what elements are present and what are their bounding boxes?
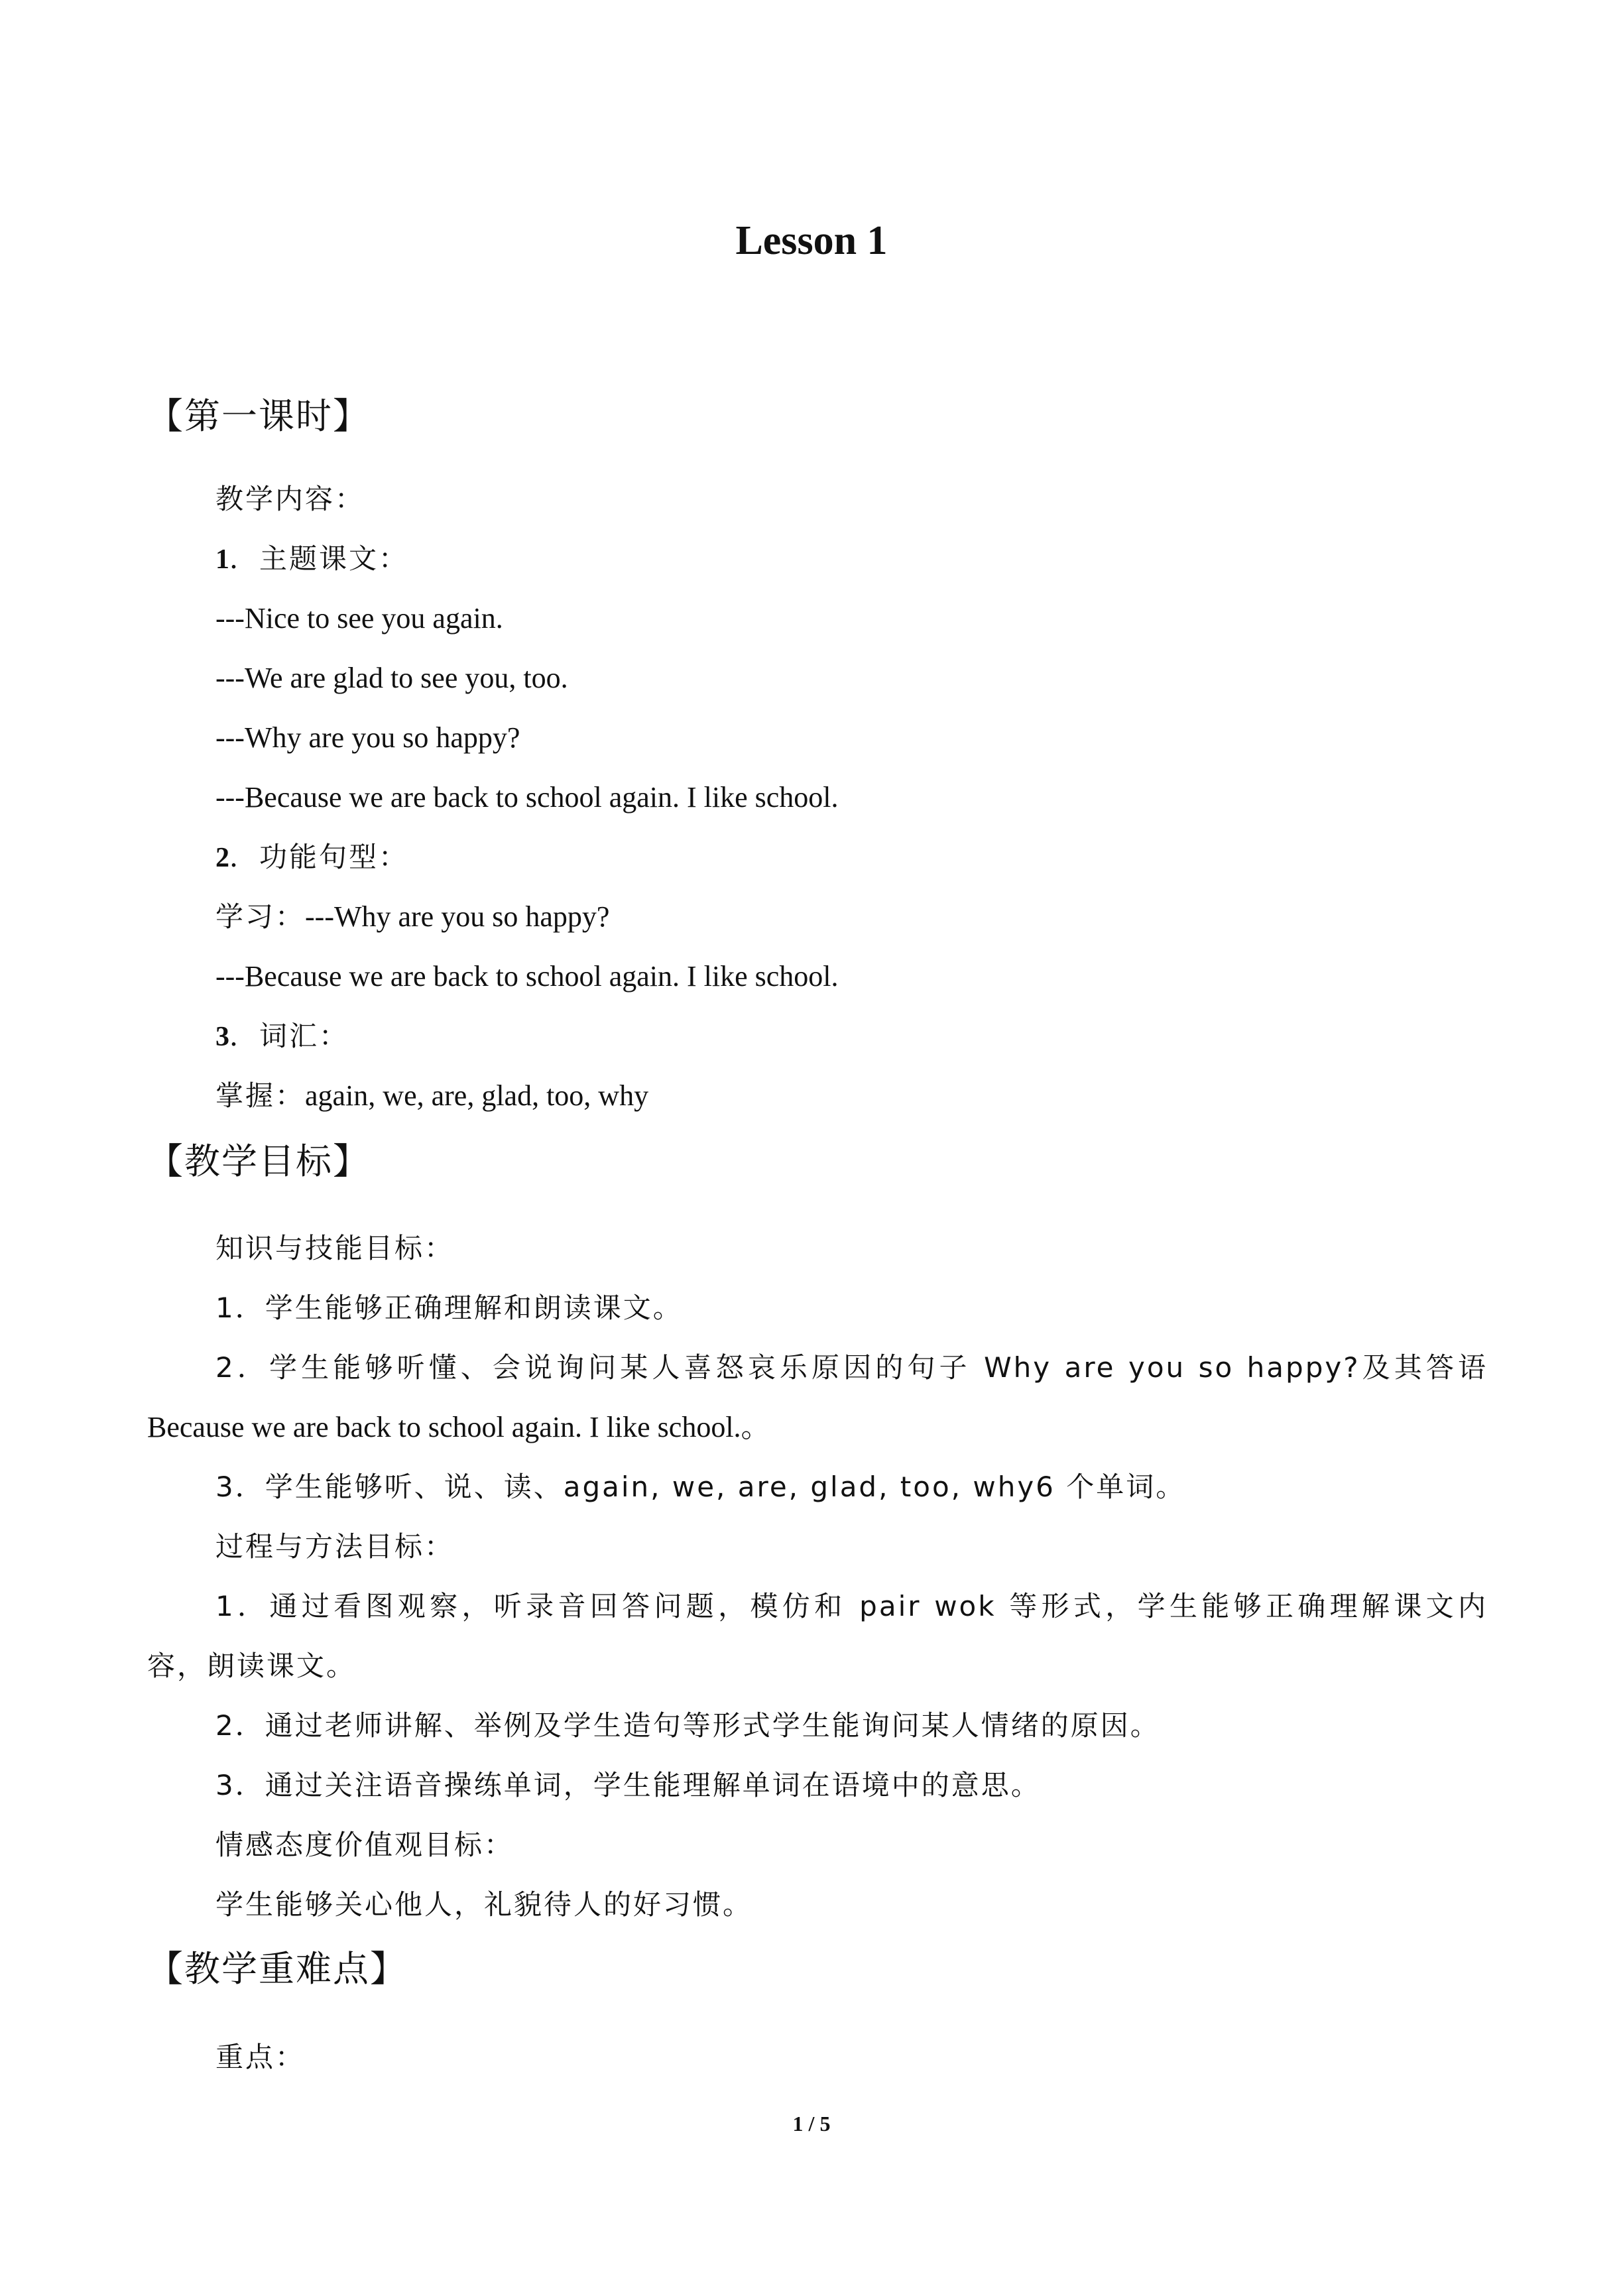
item-3-heading (215, 1013, 349, 1060)
emotion-attitude-label: 情感态度价值观目标： (215, 1829, 514, 1861)
learn-answer: ---Because we are back to school again. I like school. (215, 960, 839, 993)
knowledge-goal-2-line-2: Because we are back to school again. I like school.。 (147, 1411, 770, 1443)
master-words: again, we, are, glad, too, why (305, 1079, 649, 1112)
item-2-number: 2 (215, 843, 229, 873)
section-heading-first-lesson: 【第一课时】 (147, 395, 370, 437)
teaching-content-label: 教学内容： (215, 483, 365, 515)
process-goal-1-line-2: 容，朗读课文。 (147, 1650, 357, 1682)
master-line (215, 1073, 648, 1119)
knowledge-goal-1: 1．学生能够正确理解和朗读课文。 (215, 1292, 683, 1324)
knowledge-goal-3: 3．学生能够听、说、读、again, we, are, glad, too, why6 个单词。 (215, 1471, 1186, 1503)
item-1-heading (215, 536, 408, 583)
dialogue-line-1: ---Nice to see you again. (215, 602, 503, 634)
item-1-label: ．主题课文： (229, 542, 409, 575)
process-goal-3: 3．通过关注语音操练单词，学生能理解单词在语境中的意思。 (215, 1769, 1041, 1801)
section-heading-key-difficult-points: 【教学重难点】 (147, 1948, 407, 1990)
dialogue-line-2: ---We are glad to see you, too. (215, 662, 568, 694)
process-method-label: 过程与方法目标： (215, 1530, 455, 1563)
learn-prefix: 学习： (215, 900, 306, 933)
learn-question: ---Why are you so happy? (305, 900, 610, 933)
item-2-heading (215, 834, 408, 881)
emotion-attitude-text: 学生能够关心他人，礼貌待人的好习惯。 (215, 1888, 753, 1921)
learn-line (215, 894, 609, 940)
item-2-label: ．功能句型： (229, 841, 409, 873)
page-number: 1 / 5 (792, 2112, 831, 2136)
page-title: Lesson 1 (735, 218, 888, 263)
dialogue-line-3: ---Why are you so happy? (215, 721, 520, 754)
dialogue-line-4: ---Because we are back to school again. I like school. (215, 781, 839, 814)
item-3-label: ．词汇： (229, 1020, 349, 1052)
key-points-label: 重点： (215, 2041, 306, 2073)
master-prefix: 掌握： (215, 1079, 306, 1112)
item-3-number: 3 (215, 1022, 229, 1052)
item-1-number: 1 (215, 544, 229, 575)
process-goal-2: 2．通过老师讲解、举例及学生造句等形式学生能询问某人情绪的原因。 (215, 1709, 1160, 1742)
knowledge-goal-2-line-1: 2．学生能够听懂、会说询问某人喜怒哀乐原因的句子 Why are you so happy?及其答语 (215, 1351, 1488, 1384)
section-heading-teaching-goals: 【教学目标】 (147, 1140, 370, 1182)
process-goal-1-line-1: 1．通过看图观察，听录音回答问题，模仿和 pair wok 等形式，学生能够正确理解课文内 (215, 1590, 1488, 1622)
knowledge-skills-label: 知识与技能目标： (215, 1232, 455, 1264)
